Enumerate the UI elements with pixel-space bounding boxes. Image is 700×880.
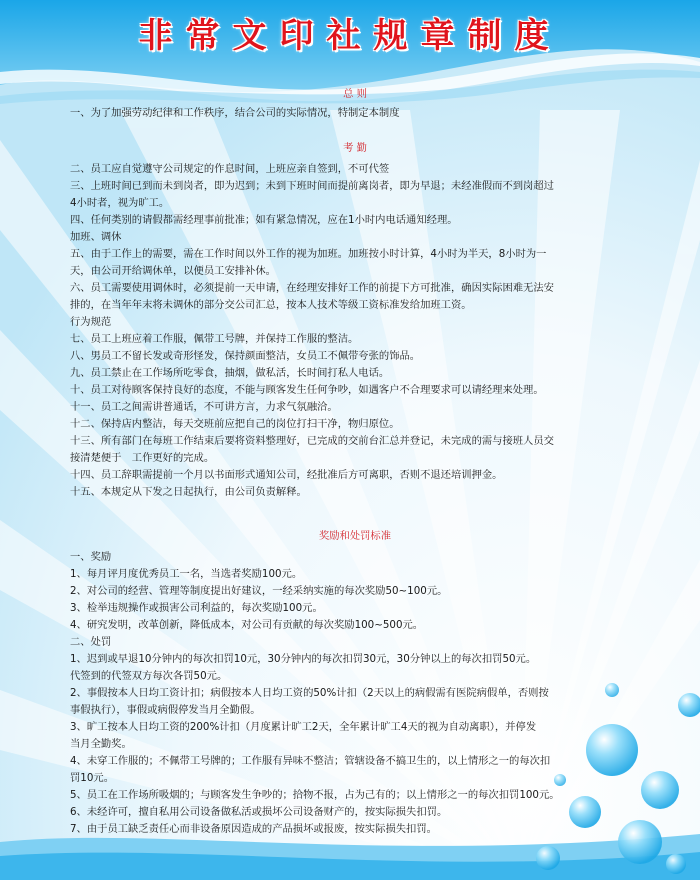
rule-line: 天，由公司开给调休单，以便员工安排补休。 [70,265,276,277]
rule-line: 七、员工上班应着工作服，佩带工号牌，并保持工作服的整洁。 [70,333,359,345]
rule-line: 排的，在当年年末将未调休的部分交公司汇总，按本人技术等级工资标准发给加班工资。 [70,299,472,311]
rule-line: 八、男员工不留长发或奇形怪发，保持颜面整洁，女员工不佩带夸张的饰品。 [70,350,421,362]
rule-line: 3、检举违规操作或损害公司利益的，每次奖励100元。 [70,602,323,614]
rule-line: 7、由于员工缺乏责任心而非设备原因造成的产品损坏或报废，按实际损失扣罚。 [70,823,437,835]
rule-line: 4、研究发明，改革创新，降低成本，对公司有贡献的每次奖励100~500元。 [70,619,424,631]
rule-line: 三、上班时间已到而未到岗者，即为迟到；未到下班时间而提前离岗者，即为早退；未经准假而不到岗超过 [70,180,554,192]
rule-line: 四、任何类别的请假都需经理事前批准；如有紧急情况，应在1小时内电话通知经理。 [70,214,458,226]
rule-line: 十三、所有部门在每班工作结束后要将资料整理好，已完成的交前台汇总并登记，未完成的需与接班人员交 [70,435,554,447]
rule-line: 1、迟到或早退10分钟内的每次扣罚10元，30分钟内的每次扣罚30元，30分钟以上的每次扣罚50元。 [70,653,537,665]
section-heading-rewards: 奖励和处罚标准 [318,530,392,542]
rule-line: 十、员工对待顾客保持良好的态度，不能与顾客发生任何争吵，如遇客户不合理要求可以请经理来处理。 [70,384,544,396]
page-title: 非常文印社规章制度 [138,16,562,56]
rule-line: 3、旷工按本人日均工资的200%计扣（月度累计旷工2天，全年累计旷工4天的视为自动离职），并停发 [70,721,537,733]
subheading-conduct: 行为规范 [70,316,112,328]
rule-line: 九、员工禁止在工作场所吃零食，抽烟，做私活，长时间打私人电话。 [70,367,390,379]
rule-line: 5、员工在工作场所吸烟的；与顾客发生争吵的；拾物不报，占为己有的；以上情形之一的每次扣罚100元。 [70,789,560,801]
rule-line: 十四、员工辞职需提前一个月以书面形式通知公司，经批准后方可离职，否则不退还培训押金。 [70,469,503,481]
rule-line: 代签到的代签双方每次各罚50元。 [70,670,228,682]
rule-line: 2、对公司的经营、管理等制度提出好建议，一经采纳实施的每次奖励50~100元。 [70,585,448,597]
rule-line: 2、事假按本人日均工资计扣；病假按本人日均工资的50%计扣（2天以上的病假需有医院病假单，否则按 [70,687,549,699]
rule-line: 十二、保持店内整洁，每天交班前应把自己的岗位打扫干净，物归原位。 [70,418,400,430]
rule-line: 接清楚便于 工作更好的完成。 [70,452,215,464]
section-heading-attendance: 考 勤 [343,142,367,154]
rule-line: 当月全勤奖。 [70,738,132,750]
rule-line: 六、员工需要使用调休时，必须提前一天申请，在经理安排好工作的前提下方可批准，确因实际困难无法安 [70,282,554,294]
rule-line: 1、每月评月度优秀员工一名，当选者奖励100元。 [70,568,303,580]
subheading-penalties: 二、处罚 [70,636,112,648]
rule-line: 罚10元。 [70,772,114,784]
rule-line: 五、由于工作上的需要，需在工作时间以外工作的视为加班。加班按小时计算，4小时为半天，8小时为一 [70,248,547,260]
rule-line: 一、为了加强劳动纪律和工作秩序，结合公司的实际情况，特制定本制度 [70,107,400,119]
rule-line: 6、未经许可，擅自私用公司设备做私活或损坏公司设备财产的，按实际损失扣罚。 [70,806,448,818]
section-heading-general: 总 则 [343,88,367,100]
rule-line: 二、员工应自觉遵守公司规定的作息时间，上班应亲自签到，不可代签 [70,163,390,175]
rule-line: 4、未穿工作服的；不佩带工号牌的；工作服有异味不整洁；管辖设备不搞卫生的，以上情形之一的每次扣 [70,755,551,767]
subheading-rewards: 一、奖励 [70,551,112,563]
rule-line: 十五、本规定从下发之日起执行，由公司负责解释。 [70,486,307,498]
rule-line: 4小时者，视为旷工。 [70,197,170,209]
rule-line: 十一、员工之间需讲普通话，不可讲方言，力求气氛融洽。 [70,401,338,413]
regulations-body [70,86,640,838]
subheading-overtime: 加班、调休 [70,231,122,243]
rule-line: 事假执行），事假或病假停发当月全勤假。 [70,704,261,716]
